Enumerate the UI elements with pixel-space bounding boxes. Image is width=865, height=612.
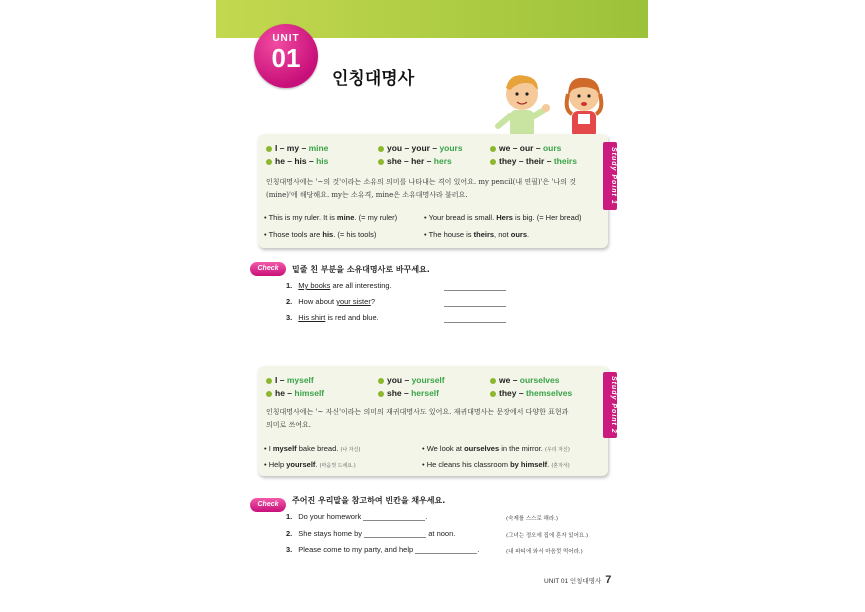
study-point-1-box [258,134,608,248]
example-sentence: • Those tools are his. (= his tools) [264,230,377,239]
unit-badge [254,24,318,88]
question-2: 2. How about your sister? [286,297,375,306]
answer-blank-1[interactable] [444,290,506,291]
check-2-instructions: 주어진 우리말을 참고하여 빈칸을 채우세요. [292,496,446,505]
page-title: 인칭대명사 [332,69,415,89]
question-1: 1. My books are all interesting. [286,281,392,290]
study-point-2-box [258,366,608,476]
form-they-themselves: they – themselves [490,388,572,398]
study-point-1-tab: Study Point 1 [603,142,617,210]
example-sentence: • We look at ourselves in the mirror. (우리 자신) [422,444,570,453]
korean-hint-1: (숙제를 스스로 해라.) [506,516,559,522]
question-2: 2. She stays home by at noon. [286,529,456,538]
study-point-2-description: 인칭대명사에는 '~ 자신'이라는 의미의 재귀대명사도 있어요. 재귀대명사는 문장에서 다양한 표현과 의미로 쓰여요. [266,408,569,429]
form-you-your-yours: you – your – yours [378,143,463,153]
form-he-his-his: he – his – his [266,156,328,166]
textbook-page [216,0,648,612]
answer-blank-2[interactable] [364,529,426,538]
study-point-2-tab: Study Point 2 [603,372,617,438]
form-we-our-ours: we – our – ours [490,143,561,153]
question-1: 1. Do your homework . [286,512,428,521]
children-illustration [480,70,620,138]
korean-hint-3: (내 파티에 와서 마음껏 먹어라.) [506,549,583,555]
question-3: 3. Please come to my party, and help . [286,545,480,554]
question-3: 3. His shirt is red and blue. [286,313,379,322]
form-i-myself: I – myself [266,375,314,385]
study-point-1-description: 인칭대명사에는 '~의 것'이라는 소유의 의미를 나타내는 격이 있어요. my pencil(내 연필)'은 '나의 것 (mine)'에 해당해요. my는 소유격, mine은 소유대명사라 불러요. [266,178,576,199]
form-she-herself: she – herself [378,388,439,398]
footer-label: UNIT 01 인칭대명사 [544,578,602,585]
answer-blank-1[interactable] [363,512,425,521]
answer-blank-3[interactable] [444,322,506,323]
form-he-himself: he – himself [266,388,324,398]
unit-number: 01 [271,43,301,73]
answer-blank-3[interactable] [415,545,477,554]
form-she-her-hers: she – her – hers [378,156,452,166]
form-you-yourself: you – yourself [378,375,445,385]
check-1-instructions: 밑줄 친 부분을 소유대명사로 바꾸세요. [292,265,430,274]
example-sentence: • I myself bake bread. (나 자신) [264,444,361,453]
check-badge: Check [250,262,286,276]
form-they-their-theirs: they – their – theirs [490,156,577,166]
example-sentence: • The house is theirs, not ours. [424,230,530,239]
form-we-ourselves: we – ourselves [490,375,560,385]
page-number: 7 [605,574,612,586]
korean-hint-2: (그녀는 정오에 집에 혼자 있어요.) [506,533,589,539]
page-footer [544,574,611,586]
example-sentence: • Your bread is small. Hers is big. (= Her bread) [424,213,582,222]
example-sentence: • He cleans his classroom by himself. (혼자서) [422,460,570,469]
form-i-my-mine: I – my – mine [266,143,328,153]
unit-label: UNIT [272,33,300,44]
check-badge: Check [250,498,286,512]
answer-blank-2[interactable] [444,306,506,307]
example-sentence: • Help yourself. (마음껏 드세요.) [264,460,356,469]
example-sentence: • This is my ruler. It is mine. (= my ruler) [264,213,398,222]
